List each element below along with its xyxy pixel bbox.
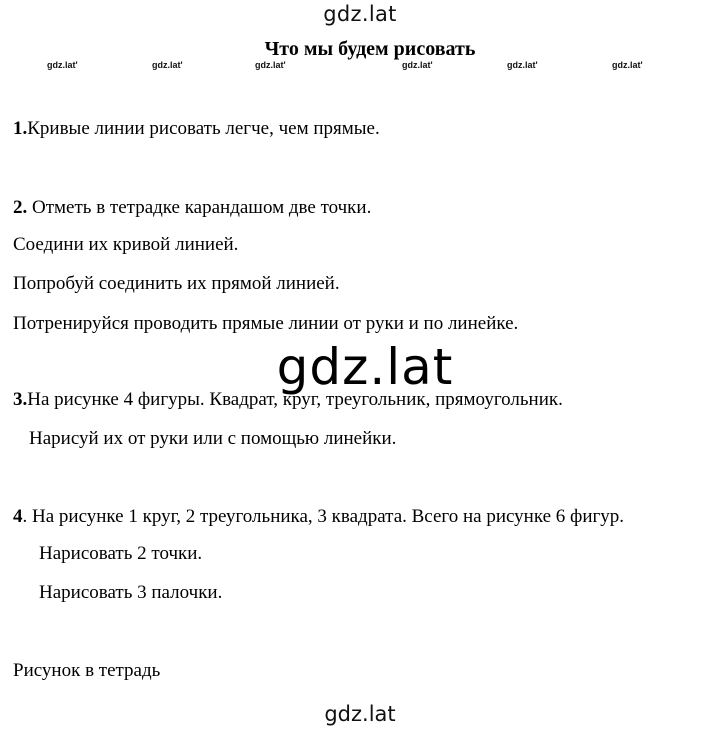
task2-line-2: Соедини их кривой линией. [13,234,239,255]
task4-line-1 [13,506,624,528]
task2-line-1 [13,197,371,219]
small-watermark: gdz.lat' [255,60,286,70]
task2-line-4: Потренируйся проводить прямые линии от руки и по линейке. [13,313,519,334]
task4-text-1: . На рисунке 1 круг, 2 треугольника, 3 квадрата. Всего на рисунке 6 фигур. [22,506,625,527]
small-watermark: gdz.lat' [612,60,643,70]
task2-line-3: Попробуй соединить их прямой линией. [13,273,340,294]
task3-number: 3. [13,389,28,410]
task1-line [13,118,380,140]
task2-number: 2. [13,197,28,218]
footer-text: Рисунок в тетрадь [13,660,161,681]
task3-text-1: На рисунке 4 фигуры. Квадрат, круг, треугольник, прямоугольник. [27,389,563,410]
task1-number: 1. [13,118,28,139]
task4-line-3: Нарисовать 3 палочки. [39,582,223,603]
task4-line-2: Нарисовать 2 точки. [39,543,203,564]
task4-number: 4 [13,506,23,527]
small-watermark: gdz.lat' [402,60,433,70]
page-title: Что мы будем рисовать [264,38,476,60]
task3-line-2: Нарисуй их от руки или с помощью линейки. [29,428,397,449]
task1-text: Кривые линии рисовать легче, чем прямые. [27,118,380,139]
small-watermark: gdz.lat' [507,60,538,70]
small-watermark: gdz.lat' [47,60,78,70]
task3-line-1 [13,389,563,411]
watermark-top: gdz.lat [323,2,397,26]
watermark-large: gdz.lat [276,338,454,396]
small-watermark: gdz.lat' [152,60,183,70]
watermark-bottom: gdz.lat [324,702,396,726]
task2-text-1: Отметь в тетрадке карандашом две точки. [27,197,372,218]
